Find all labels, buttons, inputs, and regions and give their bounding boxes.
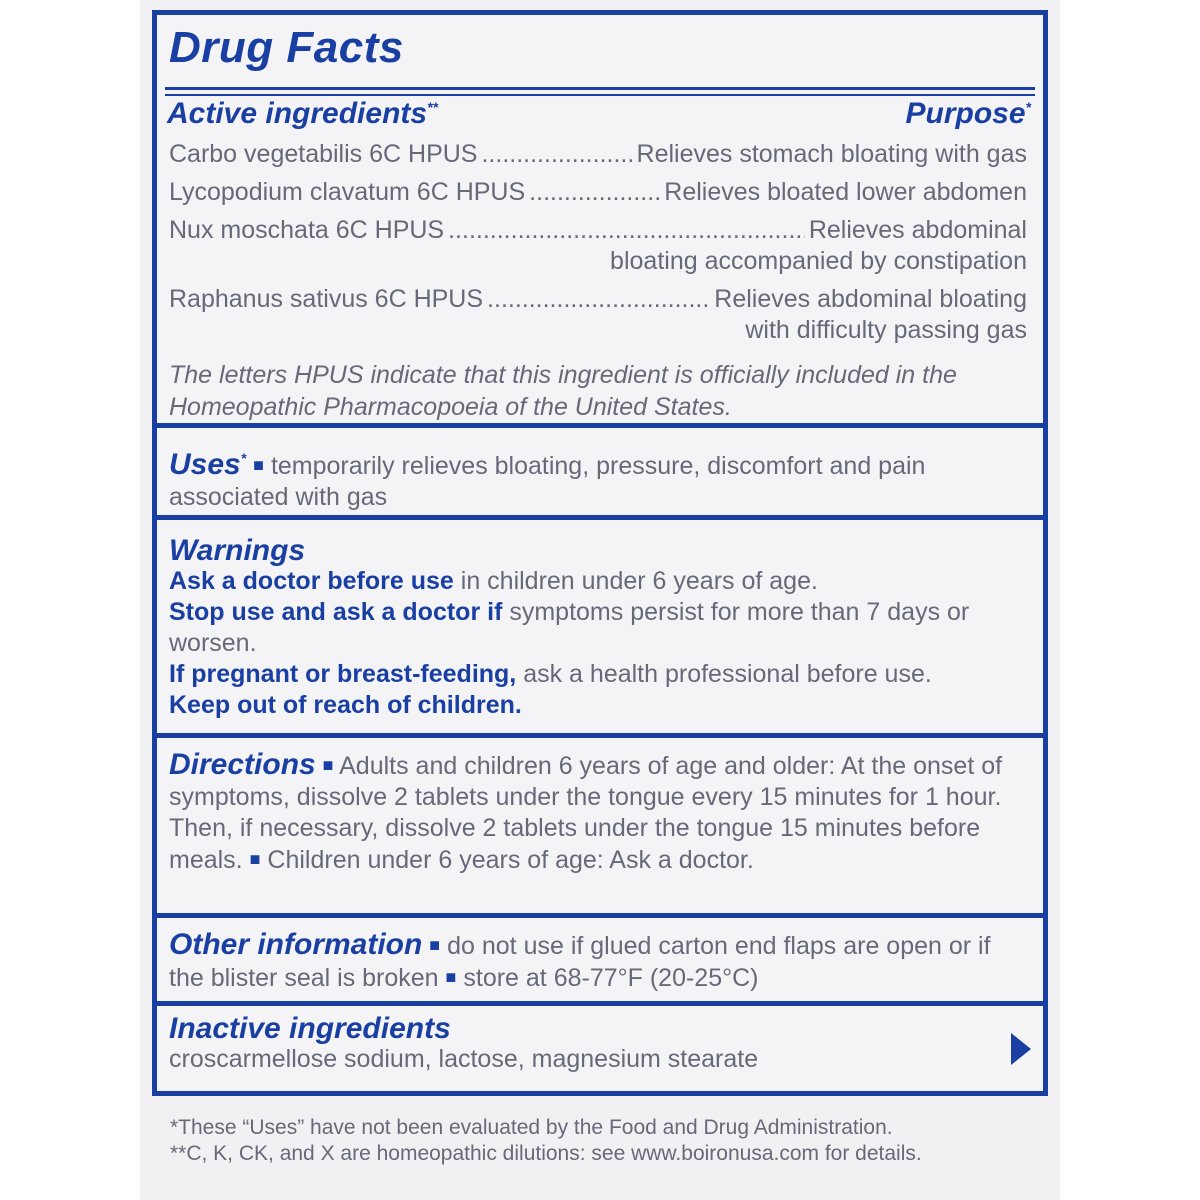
leader-dots [529,177,660,208]
warning-line: Keep out of reach of children. [169,691,522,719]
purpose-heading: Purpose* [905,97,1031,130]
directions-section [169,749,1027,876]
bullet-icon: ■ [429,935,441,955]
title-rule-thin [165,94,1035,96]
uses-section [169,443,1027,513]
other-information-text: do not use if glued carton end flaps are open or if the blister seal is broken [169,932,991,992]
ingredient-name: Carbo vegetabilis 6C HPUS [169,140,478,168]
ingredient-purpose-continued: with difficulty passing gas [745,316,1027,344]
bullet-icon: ■ [445,967,457,987]
ingredient-name: Nux moschata 6C HPUS [169,216,445,244]
warnings-section [169,535,1027,721]
inactive-ingredients-heading: Inactive ingredients [169,1012,451,1045]
inactive-ingredients-section [169,1013,983,1075]
directions-text: Adults and children 6 years of age and older: At the onset of symptoms, dissolve 2 tablets under the tongue every 15 minutes for 1 hour. Then, if necessary, dissolve 2 tablets under the tongue 15 minutes before meals. [169,752,1003,874]
active-ingredients-heading: Active ingredients** [167,97,438,130]
ingredient-purpose: Relieves stomach bloating with gas [636,140,1027,168]
leader-dots [487,284,710,315]
footnote-dilutions: **C, K, CK, and X are homeopathic dilutions: see www.boironusa.com for details. [170,1142,922,1165]
section-divider [157,515,1043,520]
title-rule [165,87,1035,90]
hpus-note: The letters HPUS indicate that this ingredient is officially included in the Homeopathic Pharmacopoeia of the United States. [169,361,957,421]
storage-text: store at 68-77°F (20-25°C) [463,964,759,992]
bullet-icon: ■ [253,455,264,475]
ingredient-row [169,177,1027,208]
uses-text: temporarily relieves bloating, pressure, discomfort and pain associated with gas [169,452,926,511]
warnings-heading: Warnings [169,534,306,567]
ingredient-name: Lycopodium clavatum 6C HPUS [169,178,526,206]
active-ingredients-header [167,97,1031,131]
ingredient-purpose: Relieves abdominal [808,216,1027,244]
ingredient-row [169,139,1027,170]
warning-line: Stop use and ask a doctor if symptoms persist for more than 7 days or worsen. [169,598,970,657]
ingredient-name: Raphanus sativus 6C HPUS [169,285,484,313]
section-divider [157,1001,1043,1006]
ingredient-row [169,284,1027,346]
bullet-icon: ■ [322,755,334,775]
section-divider [157,423,1043,428]
footnote-uses: *These “Uses” have not been evaluated by the Food and Drug Administration. [170,1116,893,1139]
inactive-ingredients-text: croscarmellose sodium, lactose, magnesium stearate [169,1045,759,1073]
section-divider [157,913,1043,918]
ingredient-row [169,215,1027,277]
directions-children-text: Children under 6 years of age: Ask a doctor. [267,846,754,874]
ingredient-purpose: Relieves bloated lower abdomen [664,178,1027,206]
ingredient-purpose-continued: bloating accompanied by constipation [610,247,1027,275]
ingredient-purpose: Relieves abdominal bloating [714,285,1027,313]
drug-facts-panel [152,10,1048,1096]
warning-line: If pregnant or breast-feeding, ask a health professional before use. [169,660,932,688]
uses-heading: Uses* [169,448,247,481]
bullet-icon: ■ [249,849,261,869]
leader-dots [481,139,632,170]
directions-heading: Directions [169,748,316,781]
continue-arrow-icon [1011,1033,1031,1065]
warning-line: Ask a doctor before use in children under 6 years of age. [169,567,818,595]
other-information-section [169,929,1027,994]
drug-facts-title: Drug Facts [169,23,404,72]
section-divider [157,733,1043,738]
leader-dots [448,215,805,246]
other-information-heading: Other information [169,928,423,961]
